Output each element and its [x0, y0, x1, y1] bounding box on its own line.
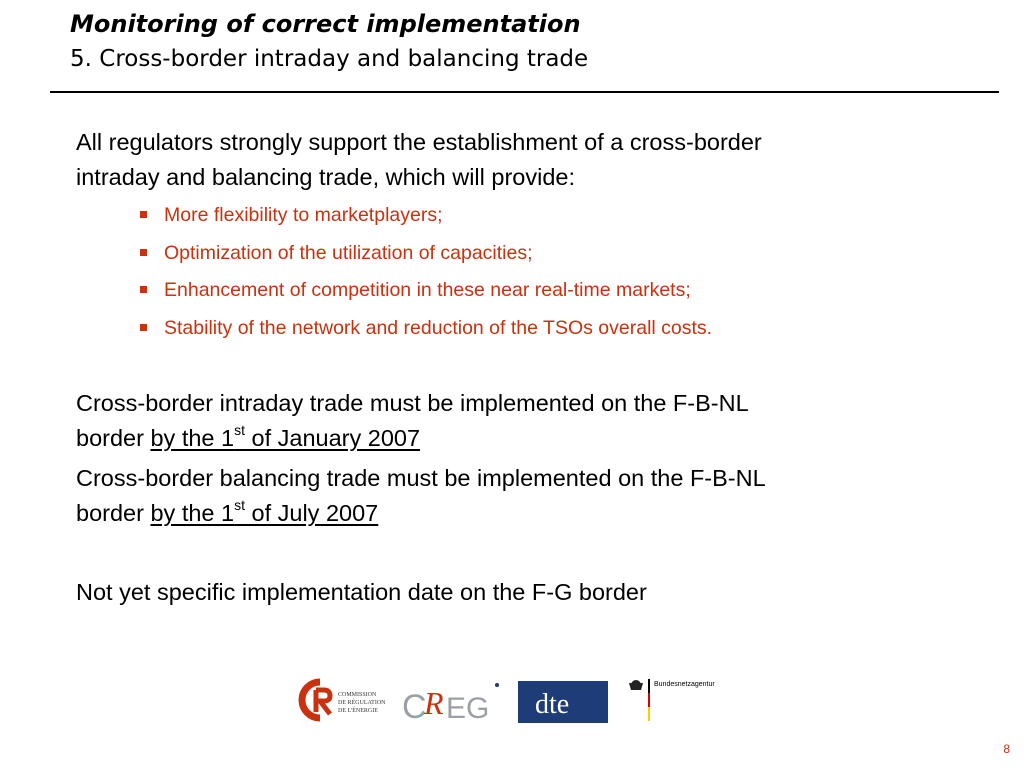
creg-logo — [402, 683, 499, 726]
intraday-deadline: by the 1st of January 2007 — [150, 422, 421, 451]
svg-text:C: C — [402, 688, 427, 726]
dte-logo — [518, 681, 608, 723]
list-item: Enhancement of competition in these near real-time markets; — [140, 273, 712, 311]
federal-eagle-icon — [629, 680, 643, 690]
intro-paragraph — [76, 125, 762, 195]
balancing-deadline: by the 1st of July 2007 — [150, 497, 379, 526]
list-item: More flexibility to marketplayers; — [140, 198, 712, 236]
svg-text:EG: EG — [446, 692, 490, 725]
cre-logo — [302, 682, 386, 718]
slide-title: Monitoring of correct implementation — [70, 10, 581, 38]
bundesnetzagentur-logo — [629, 679, 715, 721]
intraday-paragraph: Cross-border intraday trade must be implemented on the F-B-NL border by the 1st of January 2007 — [76, 386, 749, 456]
list-item: Optimization of the utilization of capacities; — [140, 236, 712, 274]
intraday-line-1: Cross-border intraday trade must be implemented on the F-B-NL — [76, 390, 749, 416]
balancing-paragraph: Cross-border balancing trade must be implemented on the F-B-NL border by the 1st of July 2007 — [76, 461, 766, 531]
list-item: Stability of the network and reduction of the TSOs overall costs. — [140, 311, 712, 349]
balancing-line-1: Cross-border balancing trade must be implemented on the F-B-NL — [76, 465, 766, 491]
svg-text:Bundesnetzagentur: Bundesnetzagentur — [654, 681, 715, 688]
square-bullet-icon — [140, 324, 147, 331]
square-bullet-icon — [140, 211, 147, 218]
square-bullet-icon — [140, 286, 147, 293]
intro-line-1: All regulators strongly support the establishment of a cross-border — [76, 129, 762, 155]
intro-line-2: intraday and balancing trade, which will provide: — [76, 164, 576, 190]
page-number: 8 — [1003, 742, 1010, 756]
regulator-logos — [298, 676, 738, 726]
svg-text:DE L'ÉNERGIE: DE L'ÉNERGIE — [338, 708, 378, 714]
fg-border-note: Not yet specific implementation date on the F-G border — [76, 579, 647, 605]
header-divider — [50, 91, 999, 93]
svg-text:COMMISSION: COMMISSION — [338, 692, 377, 698]
svg-text:R: R — [424, 685, 444, 721]
square-bullet-icon — [140, 249, 147, 256]
svg-text:dte: dte — [535, 689, 570, 720]
svg-text:DE RÉGULATION: DE RÉGULATION — [338, 700, 386, 706]
slide-subtitle: 5. Cross-border intraday and balancing trade — [70, 46, 589, 72]
benefits-list — [140, 198, 712, 348]
